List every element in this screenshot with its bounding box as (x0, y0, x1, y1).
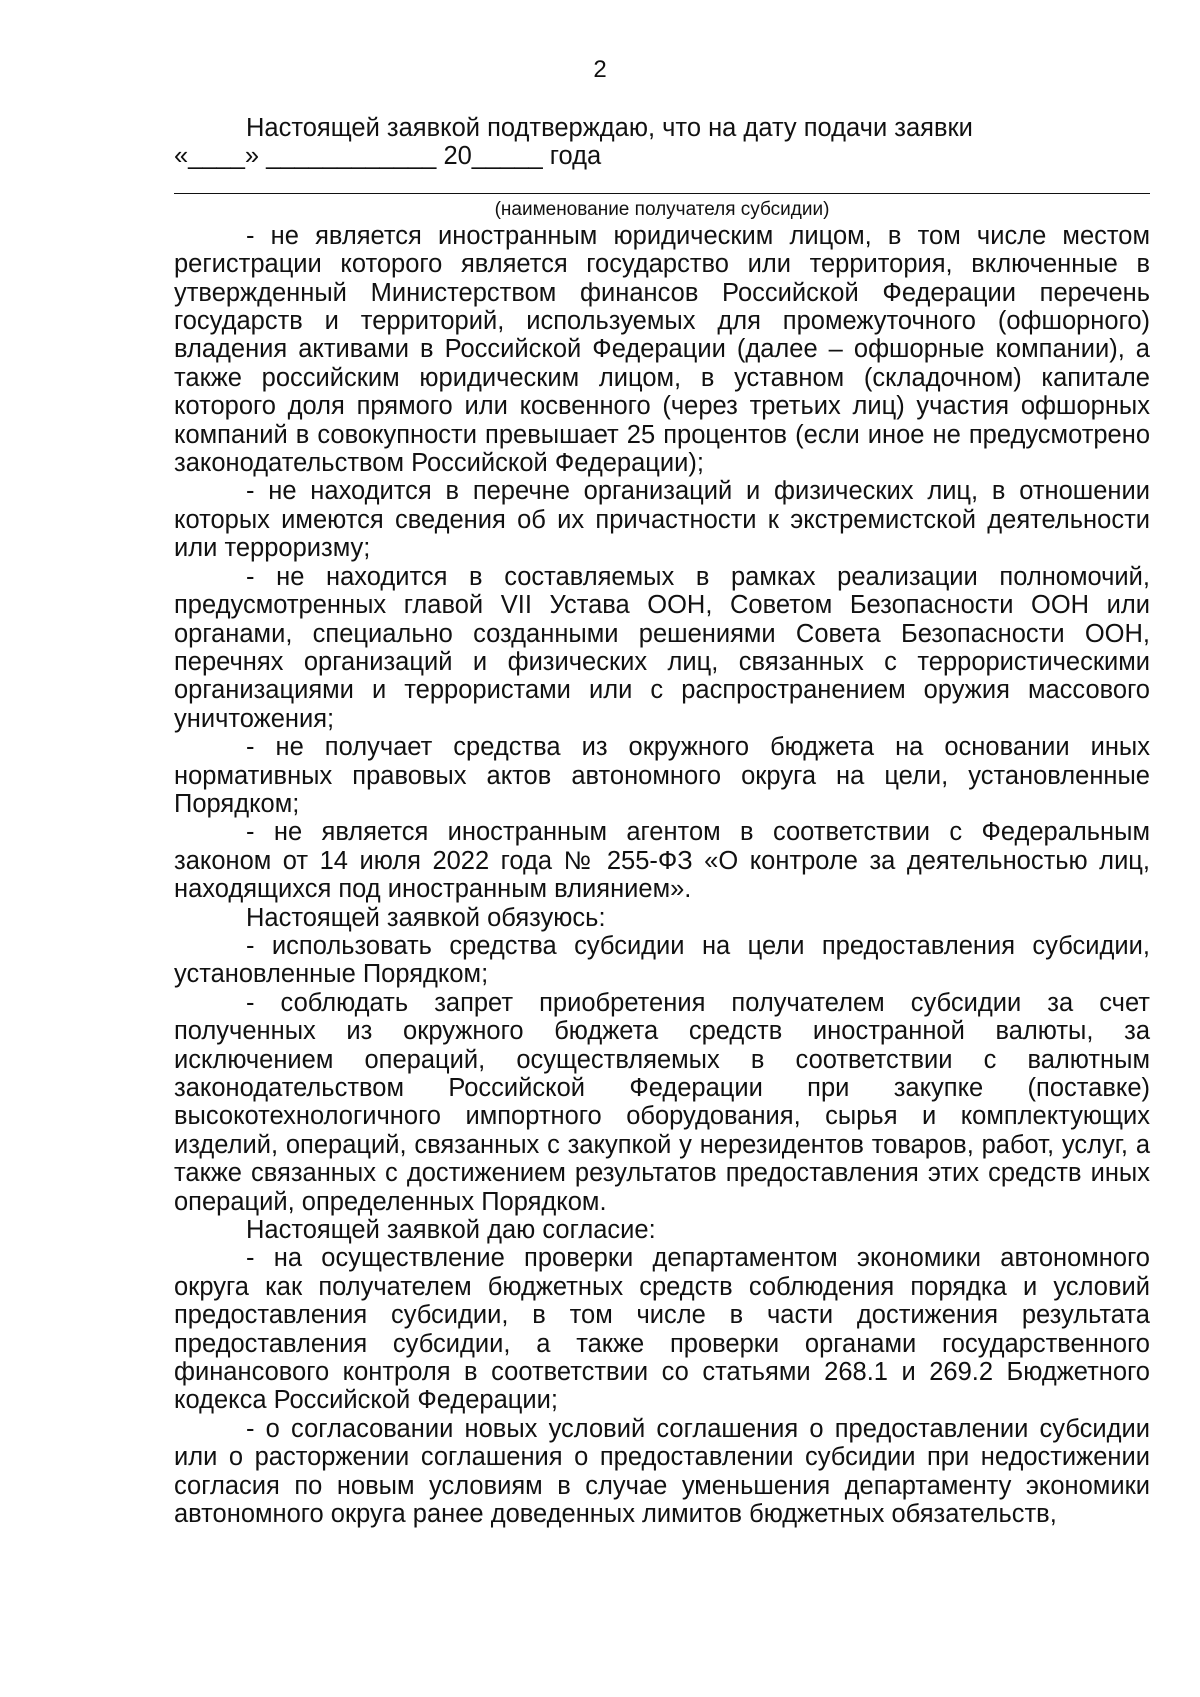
confirm-item-budget-funds: - не получает средства из окружного бюджета на основании иных нормативных правовых актов автономного округа на цели, установленные Порядком; (174, 733, 1150, 818)
document-body (174, 114, 1150, 1529)
consent-item-agreement: - о согласовании новых условий соглашения о предоставлении субсидии или о расторжении соглашения о предоставлении субсидии при недостижении согласия по новым условиям в случае уменьшения департаменту экономики автономного округа ранее доведенных лимитов бюджетных обязательств, (174, 1414, 1150, 1529)
application-date-line: «____» ____________ 20_____ года (174, 142, 602, 171)
confirm-item-foreign-agent: - не является иностранным агентом в соответствии с Федеральным законом от 14 июля 2022 года № 255-ФЗ «О контроле за деятельностью лиц, находящихся под иностранным влиянием». (174, 818, 1150, 904)
consent-heading: Настоящей заявкой даю согласие: (246, 1216, 656, 1245)
obligation-item-purpose: - использовать средства субсидии на цели предоставления субсидии, установленные Порядком; (174, 931, 1150, 989)
recipient-caption: (наименование получателя субсидии) (494, 198, 830, 220)
consent-item-audit: - на осуществление проверки департаментом экономики автономного округа как получателем бюджетных средств соблюдения порядка и условий предоставления субсидии, в том числе в части достижения результата предоставления субсидии, а также проверки органами государственного финансового контроля в соответствии со статьями 268.1 и 269.2 Бюджетного кодекса Российской Федерации; (174, 1244, 1150, 1415)
page-number: 2 (593, 56, 607, 83)
confirm-item-extremism: - не находится в перечне организаций и физических лиц, в отношении которых имеются сведения об их причастности к экстремистской деятельности или терроризму; (174, 477, 1150, 563)
confirm-item-offshore: - не является иностранным юридическим лицом, в том числе местом регистрации которого является государство или территория, включенные в утвержденный Министерством финансов Российской Федерации перечень государств и территорий, используемых для промежуточного (офшорного) владения активами в Российской Федерации (далее – офшорные компании), а также российским юридическим лицом, в уставном (складочном) капитале которого доля прямого или косвенного (через третьих лиц) участия офшорных компаний в совокупности превышает 25 процентов (если иное не предусмотрено законодательством Российской Федерации); (174, 221, 1150, 478)
confirm-item-un-lists: - не находится в составляемых в рамках реализации полномочий, предусмотренных главой VII Устава ООН, Советом Безопасности ООН или органами, специально созданными решениями Совета Безопасности ООН, перечнях организаций и физических лиц, связанных с террористическими организациями и террористами или с распространением оружия массового уничтожения; (174, 562, 1150, 733)
intro-paragraph: Настоящей заявкой подтверждаю, что на дату подачи заявки (246, 114, 973, 142)
recipient-name-line (174, 193, 1150, 194)
obligations-heading: Настоящей заявкой обязуюсь: (246, 903, 606, 932)
obligation-item-currency: - соблюдать запрет приобретения получателем субсидии за счет полученных из окружного бюджета средств иностранной валюты, за исключением операций, осуществляемых в соответствии с валютным законодательством Российской Федерации при закупке (поставке) высокотехнологичного импортного оборудования, сырья и комплектующих изделий, операций, связанных с закупкой у нерезидентов товаров, работ, услуг, а также связанных с достижением результатов предоставления этих средств иных операций, определенных Порядком. (174, 988, 1150, 1216)
